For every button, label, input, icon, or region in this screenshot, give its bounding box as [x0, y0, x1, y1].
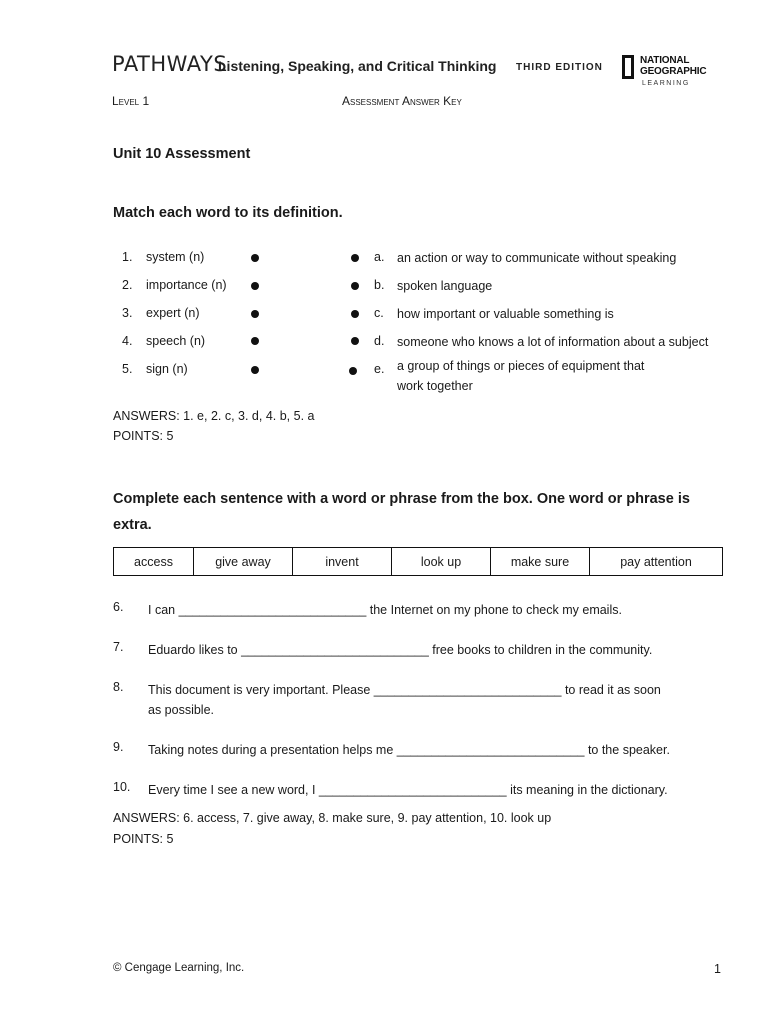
copyright-notice: © Cengage Learning, Inc.	[113, 962, 245, 974]
word-number: 2.	[122, 278, 133, 292]
definition-letter: e.	[374, 362, 385, 376]
word-number: 4.	[122, 334, 133, 348]
section-1-points: POINTS: 5	[113, 429, 174, 443]
word-number: 1.	[122, 250, 133, 264]
right-bullet-icon	[351, 310, 359, 318]
word-box	[113, 547, 723, 576]
match-word: speech (n)	[146, 334, 206, 348]
definition-text: someone who knows a lot of information about a subject	[397, 335, 709, 349]
left-bullet-icon	[251, 282, 259, 290]
question-row	[0, 680, 768, 724]
definition-letter: b.	[374, 278, 385, 292]
publisher-logo	[622, 55, 706, 91]
left-bullet-icon	[251, 337, 259, 345]
logo-line-3: LEARNING	[642, 80, 690, 87]
unit-title: Unit 10 Assessment	[113, 146, 251, 162]
right-bullet-icon	[349, 367, 357, 375]
question-text: Every time I see a new word, I ___________________________ its meaning in the dictionary.	[148, 783, 668, 797]
word-box-item: give away	[194, 548, 293, 575]
question-number: 7.	[113, 640, 124, 654]
question-number: 9.	[113, 740, 124, 754]
question-row	[0, 780, 768, 804]
question-number: 10.	[113, 780, 131, 794]
left-bullet-icon	[251, 366, 259, 374]
question-number: 8.	[113, 680, 124, 694]
match-word: importance (n)	[146, 278, 227, 292]
definition-letter: d.	[374, 334, 385, 348]
word-box-item: make sure	[491, 548, 590, 575]
match-row	[0, 278, 768, 306]
logo-line-2: GEOGRAPHIC	[640, 66, 707, 77]
match-row	[0, 250, 768, 278]
definition-text: how important or valuable something is	[397, 307, 614, 321]
edition-label: THIRD EDITION	[516, 62, 603, 73]
section-1-title: Match each word to its definition.	[113, 205, 343, 221]
left-bullet-icon	[251, 310, 259, 318]
word-box-item: invent	[293, 548, 392, 575]
word-box-item: access	[114, 548, 194, 575]
question-number: 6.	[113, 600, 124, 614]
logo-line-1: NATIONAL	[640, 55, 690, 66]
question-row	[0, 740, 768, 764]
right-bullet-icon	[351, 337, 359, 345]
definition-letter: a.	[374, 250, 385, 264]
definition-letter: c.	[374, 306, 384, 320]
word-box-item: look up	[392, 548, 491, 575]
definition-text: an action or way to communicate without speaking	[397, 251, 677, 265]
match-word: system (n)	[146, 250, 205, 264]
section-1-answers: ANSWERS: 1. e, 2. c, 3. d, 4. b, 5. a	[113, 409, 315, 423]
document-title: Assessment Answer Key	[342, 94, 462, 108]
left-bullet-icon	[251, 254, 259, 262]
match-row	[0, 306, 768, 334]
word-box-item: pay attention	[620, 554, 692, 569]
question-row	[0, 600, 768, 624]
section-2-points: POINTS: 5	[113, 832, 174, 846]
definition-text: spoken language	[397, 279, 493, 293]
section-2-title: Complete each sentence with a word or phrase from the box. One word or phrase is extra.	[113, 491, 690, 533]
word-number: 3.	[122, 306, 133, 320]
question-text: Eduardo likes to ___________________________ free books to children in the community.	[148, 643, 653, 657]
right-bullet-icon	[351, 282, 359, 290]
word-number: 5.	[122, 362, 133, 376]
series-subtitle: Listening, Speaking, and Critical Thinking	[218, 58, 497, 74]
match-word: sign (n)	[146, 362, 188, 376]
definition-text: a group of things or pieces of equipment that work together	[397, 359, 645, 393]
question-text: I can ___________________________ the Internet on my phone to check my emails.	[148, 603, 622, 617]
section-2-answers: ANSWERS: 6. access, 7. give away, 8. make sure, 9. pay attention, 10. look up	[113, 811, 552, 825]
question-text: Taking notes during a presentation helps me ___________________________ to the speaker.	[148, 743, 670, 757]
page-number: 1	[714, 962, 721, 976]
level-label: Level 1	[112, 94, 150, 108]
brand-name: PATHWAYS	[112, 52, 228, 76]
right-bullet-icon	[351, 254, 359, 262]
yellow-border-icon	[622, 55, 634, 79]
match-word: expert (n)	[146, 306, 200, 320]
match-row	[0, 359, 768, 402]
question-text: This document is very important. Please ___________________________ to read it as soon as possible.	[148, 683, 661, 717]
question-row	[0, 640, 768, 664]
